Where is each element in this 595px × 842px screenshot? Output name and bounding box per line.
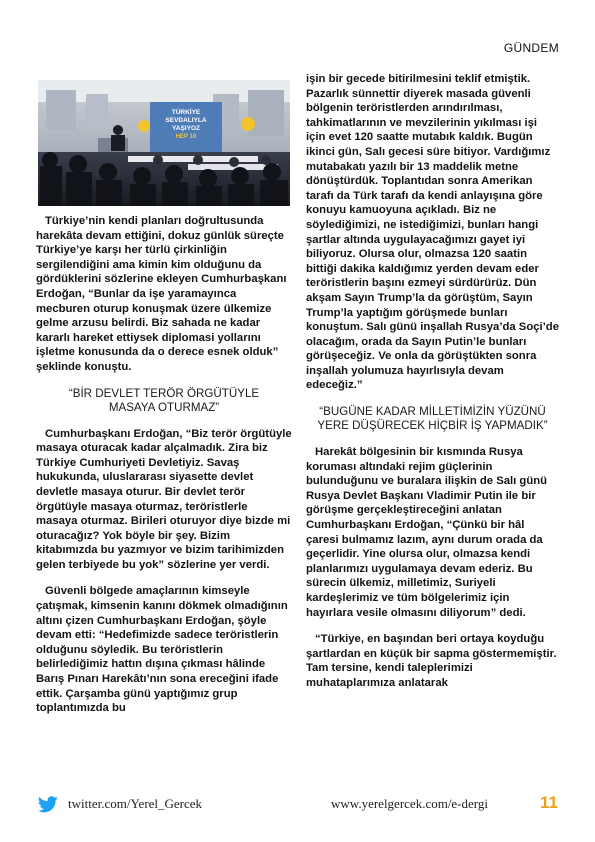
paragraph: “Türkiye, en başından beri ortaya koyduğu şartlardan en küçük bir sapma göstermemiştir. Tam tersine, kendi taleplerimizi muhataplarımıza anlatarak — [306, 633, 557, 689]
section-label: GÜNDEM — [503, 41, 559, 55]
paragraph: Harekât bölgesinin bir kısmında Rusya koruması altındaki rejim güçlerinin bulunduğunu ve buralara ilişkin de Salı günü Rusya Devlet Başkanı Vladimir Putin ile bir görüşme gerçekleştireceğini anlatan Cumhurbaşkanı Erdoğan, “Çünkü bir hâl çaresi bulmamız lazım, aynı durum orada da geçerlidir. Yine olursa olur, olmazsa kendi planlarımızı uygulamaya devam ederiz. Bu sürecin ülkemiz, milletimiz, Suriyeli kardeşlerimiz ve tüm bölgelerimiz için hayırlara vesile olmasını diliyorum” dedi. — [306, 446, 548, 619]
paragraph: Güvenli bölgede amaçlarının kimseyle çatışmak, kimsenin kanını dökmek olmadığının altını çizen Cumhurbaşkanı Erdoğan, şöyle devam etti: “Hedefimizde sadece teröristlerin olduğunu söyledik. Bu teröristlerin belirlediğimiz hattın dışına çıkması hâlinde Barış Pınarı Harekâtı’nın sona ereceğini ifade ettik. Çarşamba günü yaptığımız grup toplantımızda bu — [36, 585, 288, 715]
subheading: “BUGÜNE KADAR MİLLETİMİZİN YÜZÜNÜ YERE DÜŞÜRECEK HİÇBİR İŞ YAPMADIK” — [317, 405, 548, 433]
twitter-link[interactable]: twitter.com/Yerel_Gercek — [68, 796, 203, 811]
page-number: 11 — [540, 793, 558, 812]
page-footer — [0, 788, 595, 828]
banner-line-1: TÜRKİYE — [171, 109, 201, 116]
banner-line-4: HEP 18 — [175, 134, 197, 140]
website-link[interactable]: www.yerelgercek.com/e-dergi — [331, 796, 489, 811]
article-photo — [38, 80, 290, 206]
paragraph: işin bir gecede bitirilmesini teklif etmiştik. Pazarlık sünnettir diyerek masada güvenli bölgenin teröristlerden arındırılması, tahkimatlarının ve mevzilerinin yıkılması işi için evet 120 saatte mutabık kaldık. Bugün ikinci gün, Salı gecesi süre bitiyor. Vardığımız mutabakatı yazılı bir 13 maddelik metne dönüştürdük. Toplantıdan sonra Amerikan tarafı da Türk tarafı da kendi anlayışına göre konuyu kamuoyuna açıkladı. Biz ne söylediğimizi, ne istediğimizi, bunları hangi şartlar altında uygulayacağımızı gayet iyi biliyoruz. Olursa olur, olmazsa 120 saatin bittiği dakika kaldığımız yerden devam eder teröristlerin başını ezmeyi sürdürürüz. Dün akşam Sayın Trump’la da görüştüm, Sayın Trump’la yaptığım görüşmede bunları konuştum. Salı günü inşallah Rusya’da Soçi’de olacağım, orada da Sayın Putin’le bunları görüşeceğiz. Ve onla da görüştükten sonra inşallah yolumuza hayırlısıyla devam edeceğiz.” — [306, 73, 559, 392]
paragraph: Türkiye’nin kendi planları doğrultusunda harekâta devam ettiğini, dokuz günlük süreçte Türkiye’ye karşı her türlü çirkinliğin sergilendiğini ama kimin kim olduğunu da gördüklerini sözlerine ekleyen Cumhurbaşkanı Erdoğan, “Bunlar da işe yaramayınca mecburen oturup konuşmak üzere ülkemize gelme arzusu belirdi. Biz sahada ne kadar kararlı hareket ettiysek diplomasi yollarını işletme konusunda da o derece esnek olduk” şeklinde konuştu. — [36, 215, 287, 373]
paragraph: Cumhurbaşkanı Erdoğan, “Biz terör örgütüyle masaya oturacak kadar alçalmadık. Zira biz Türkiye Cumhuriyeti Devletiyiz. Savaş hukukunda, uluslararası siyasette devlet devletle masaya oturur. Bir devlet terör örgütüyle masaya oturmaz, teröristlerle masaya oturmaz. Birileri oturuyor diye bizde mi oturacağız? Yok böyle bir şey. Bizim kitabımızda bu yazmıyor ve bizim tarihimizden gelen terbiyede bu yok” sözlerine yer verdi. — [36, 427, 292, 571]
meeting-photo-illustration — [38, 80, 290, 206]
banner-line-2: SEVDALIYLA — [165, 117, 207, 124]
right-column — [306, 72, 559, 703]
twitter-icon — [38, 796, 58, 813]
left-column — [36, 214, 292, 728]
banner-line-3: YAŞIYOZ — [172, 125, 200, 132]
subheading: “BİR DEVLET TERÖR ÖRGÜTÜYLE MASAYA OTURMAZ” — [68, 386, 260, 414]
